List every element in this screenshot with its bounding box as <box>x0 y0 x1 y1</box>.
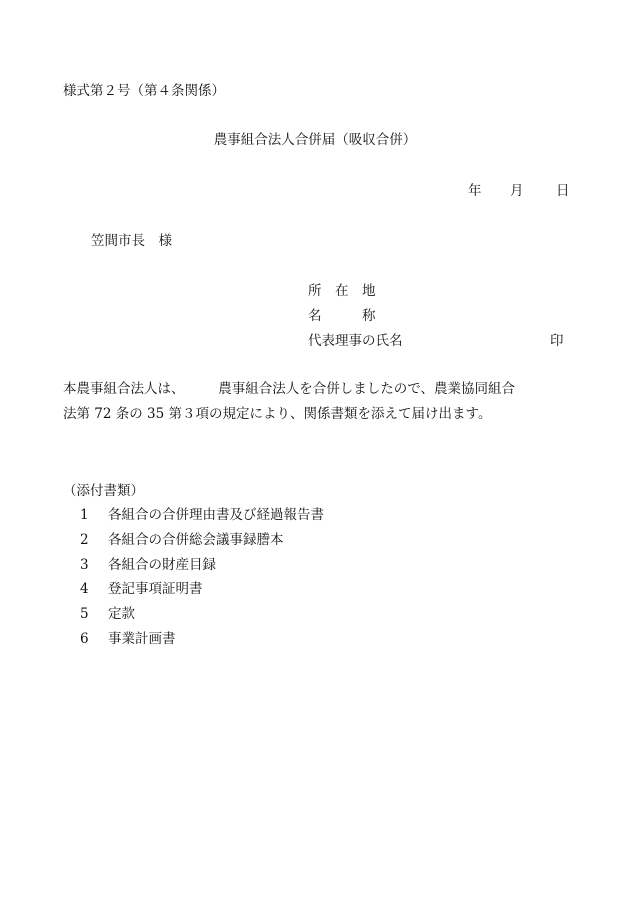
body-text-line-2: 法第 72 条の 35 第３項の規定により、関係書類を添えて届け出ます。 <box>63 406 492 422</box>
form-number: 様式第２号（第４条関係） <box>63 83 225 99</box>
body-text-line-1: 本農事組合法人は、 農事組合法人を合併しましたので、農業協同組合 <box>63 381 515 397</box>
date-year: 年 <box>468 183 482 199</box>
attachments-list <box>80 507 324 656</box>
attachment-text: 各組合の合併総会議事録謄本 <box>108 531 284 548</box>
name-label: 名 称 <box>308 308 376 324</box>
attachment-number: 5 <box>80 606 89 623</box>
attachment-item <box>80 606 324 631</box>
attachment-item <box>80 581 324 606</box>
date-day: 日 <box>556 183 570 199</box>
attachment-text: 事業計画書 <box>108 630 176 647</box>
location-label: 所 在 地 <box>308 283 376 299</box>
attachment-text: 各組合の財産目録 <box>108 556 216 573</box>
attachment-number: 3 <box>80 556 89 573</box>
attachments-heading: （添付書類） <box>63 483 144 499</box>
attachment-text: 登記事項証明書 <box>108 581 203 598</box>
representative-label: 代表理事の氏名 <box>308 333 403 349</box>
document-title: 農事組合法人合併届（吸収合併） <box>213 132 417 148</box>
attachment-item <box>80 557 324 582</box>
seal-mark: 印 <box>550 333 564 349</box>
date-month: 月 <box>510 183 524 199</box>
attachment-number: 1 <box>80 507 89 523</box>
attachment-number: 2 <box>80 531 89 548</box>
attachment-number: 4 <box>80 581 89 598</box>
date-line <box>450 183 570 203</box>
attachment-item <box>80 631 324 656</box>
attachment-text: 各組合の合併理由書及び経過報告書 <box>108 507 324 523</box>
attachment-text: 定款 <box>108 606 135 623</box>
attachment-item <box>80 532 324 557</box>
addressee: 笠間市長 様 <box>91 233 172 249</box>
attachment-item <box>80 507 324 532</box>
attachment-number: 6 <box>80 630 89 647</box>
